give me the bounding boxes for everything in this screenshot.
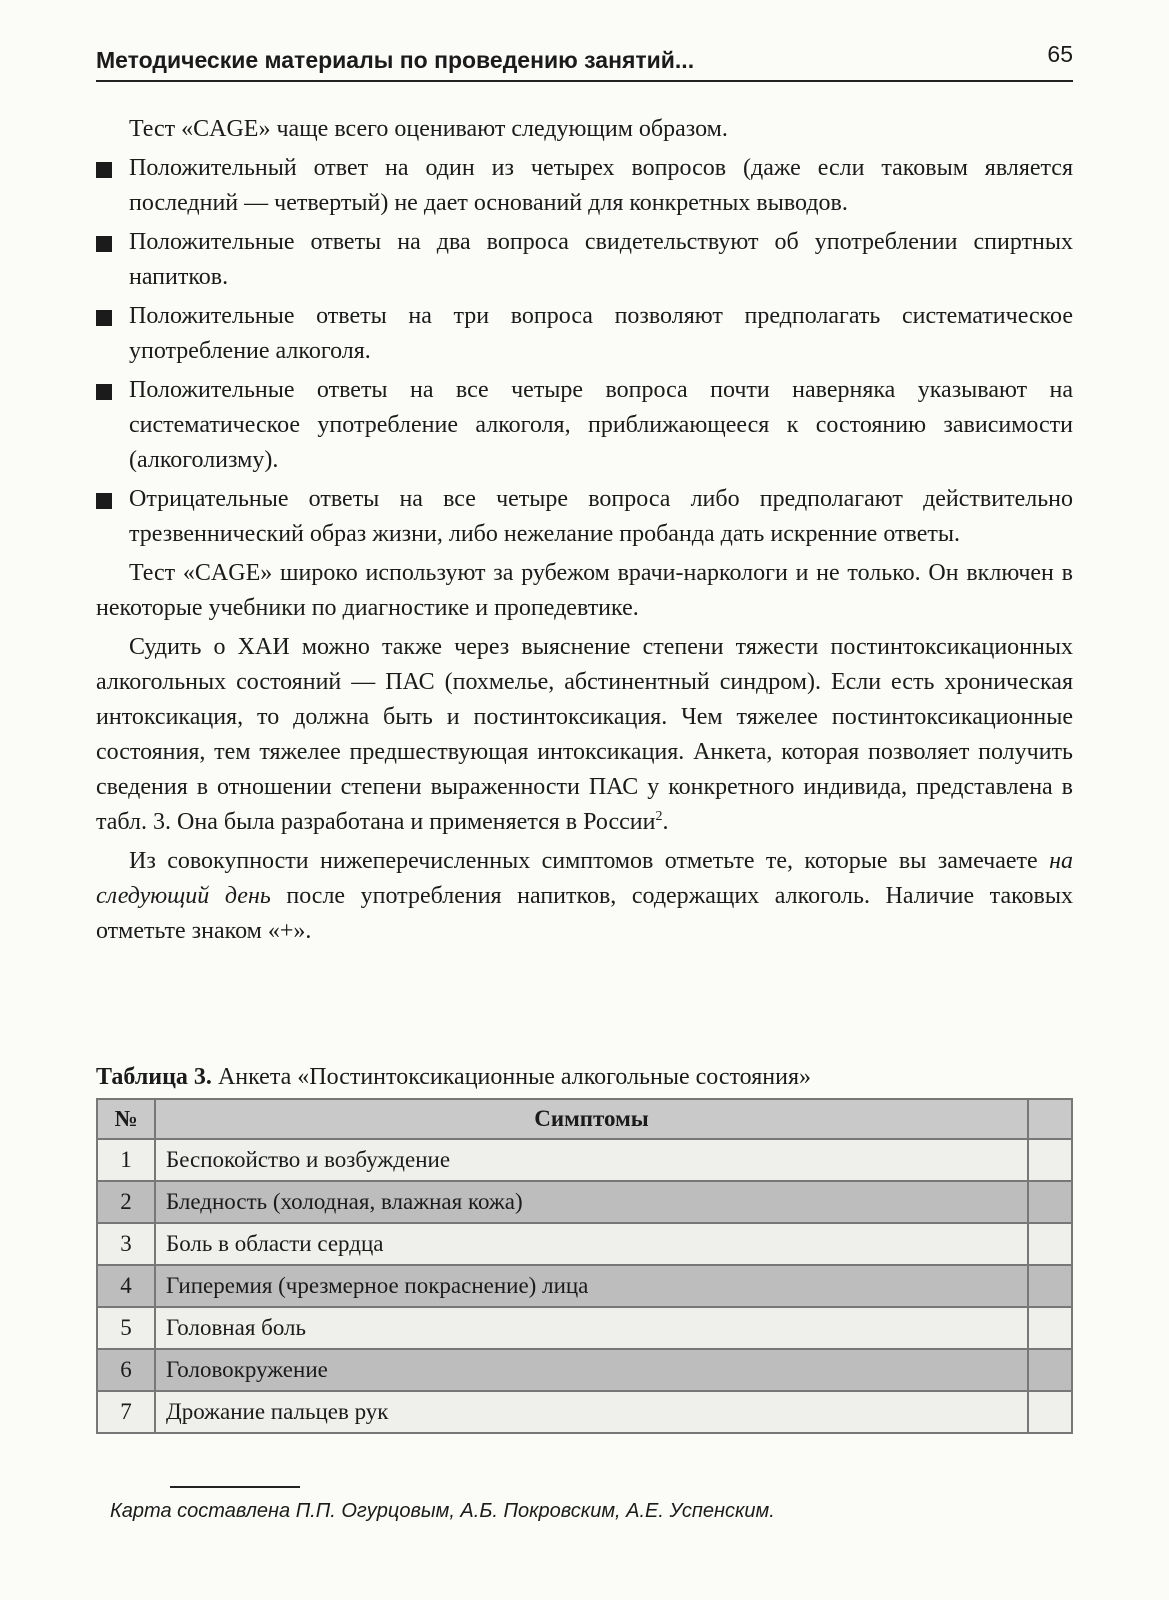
row-number: 6 xyxy=(97,1349,155,1391)
paragraph-pas xyxy=(96,630,1073,840)
table-row xyxy=(97,1139,1072,1181)
intro-paragraph: Тест «CAGE» чаще всего оценивают следующим образом. xyxy=(129,116,728,142)
row-mark-cell[interactable] xyxy=(1028,1349,1072,1391)
list-item xyxy=(96,151,1073,221)
row-symptom: Головная боль xyxy=(155,1307,1028,1349)
square-bullet-icon xyxy=(96,236,112,252)
list-item xyxy=(96,225,1073,295)
row-mark-cell[interactable] xyxy=(1028,1139,1072,1181)
row-mark-cell[interactable] xyxy=(1028,1223,1072,1265)
row-number: 7 xyxy=(97,1391,155,1433)
symptoms-table xyxy=(96,1098,1073,1434)
row-mark-cell[interactable] xyxy=(1028,1391,1072,1433)
table-caption xyxy=(96,1062,1073,1092)
list-item-text: Положительный ответ на один из четырех вопросов (даже если таковым является последний — четвертый) не дает оснований для конкретных выводов. xyxy=(129,155,1073,216)
row-mark-cell[interactable] xyxy=(1028,1265,1072,1307)
table-row xyxy=(97,1307,1072,1349)
table-row xyxy=(97,1391,1072,1433)
column-header-mark xyxy=(1028,1099,1072,1139)
list-item-text: Отрицательные ответы на все четыре вопроса либо предполагают действительно трезвеннический образ жизни, либо нежелание пробанда дать искренние ответы. xyxy=(129,486,1073,547)
table-row xyxy=(97,1181,1072,1223)
paragraph-pas-end: . xyxy=(662,809,669,835)
table-row xyxy=(97,1349,1072,1391)
row-symptom: Боль в области сердца xyxy=(155,1223,1028,1265)
table-caption-text: Анкета «Постинтоксикационные алкогольные состояния» xyxy=(211,1064,811,1090)
paragraph-pas-text: Судить о ХАИ можно также через выяснение степени тяжести постинтоксикационных алкогольных состояний — ПАС (похмелье, абстинентный синдром). Если есть хроническая интоксикация, то должна быть и постинтоксикация. Чем тяжелее постинтоксикационные состояния, тем тяжелее предшествующая интоксикация. Анкета, которая позволяет получить сведения в отношении степени выраженности ПАС у конкретного индивида, представлена в табл. 3. Она была разработана и применяется в России xyxy=(96,634,1073,835)
paragraph-instructions xyxy=(96,844,1073,949)
list-item xyxy=(96,373,1073,478)
list-item-text: Положительные ответы на три вопроса позволяют предполагать систематическое употребление алкоголя. xyxy=(129,303,1073,364)
running-title: Методические материалы по проведению занятий... xyxy=(96,47,695,73)
row-symptom: Бледность (холодная, влажная кожа) xyxy=(155,1181,1028,1223)
paragraph-cage-usage: Тест «CAGE» широко используют за рубежом врачи-наркологи и не только. Он включен в некоторые учебники по диагностике и пропедевтике. xyxy=(96,560,1073,621)
row-symptom: Беспокойство и возбуждение xyxy=(155,1139,1028,1181)
row-number: 5 xyxy=(97,1307,155,1349)
instructions-after: после употребления напитков, содержащих алкоголь. Наличие таковых отметьте знаком «+». xyxy=(96,883,1073,944)
page-header xyxy=(96,40,1073,82)
row-number: 4 xyxy=(97,1265,155,1307)
bullet-list xyxy=(96,151,1073,552)
square-bullet-icon xyxy=(96,384,112,400)
square-bullet-icon xyxy=(96,310,112,326)
instructions-before: Из совокупности нижеперечисленных симптомов отметьте те, которые вы замечаете xyxy=(129,848,1050,874)
row-symptom: Дрожание пальцев рук xyxy=(155,1391,1028,1433)
footnote-divider xyxy=(170,1486,300,1488)
footnote-mark: 2 xyxy=(655,809,663,824)
row-mark-cell[interactable] xyxy=(1028,1307,1072,1349)
row-mark-cell[interactable] xyxy=(1028,1181,1072,1223)
square-bullet-icon xyxy=(96,493,112,509)
row-number: 3 xyxy=(97,1223,155,1265)
row-symptom: Головокружение xyxy=(155,1349,1028,1391)
list-item-text: Положительные ответы на все четыре вопроса почти наверняка указывают на систематическое употребление алкоголя, приближающееся к состоянию зависимости (алкоголизму). xyxy=(129,377,1073,473)
table-row xyxy=(97,1223,1072,1265)
row-symptom: Гиперемия (чрезмерное покраснение) лица xyxy=(155,1265,1028,1307)
instructions-emphasis: на следующий день xyxy=(96,848,1073,909)
list-item-text: Положительные ответы на два вопроса свидетельствуют об употреблении спиртных напитков. xyxy=(129,229,1073,290)
row-number: 1 xyxy=(97,1139,155,1181)
table-row xyxy=(97,1265,1072,1307)
column-header-symptoms: Симптомы xyxy=(155,1099,1028,1139)
row-number: 2 xyxy=(97,1181,155,1223)
column-header-number: № xyxy=(97,1099,155,1139)
square-bullet-icon xyxy=(96,162,112,178)
table-caption-label: Таблица 3. xyxy=(96,1064,212,1090)
page-number: 65 xyxy=(1047,41,1073,67)
table-header-row xyxy=(97,1099,1072,1139)
list-item xyxy=(96,482,1073,552)
body-text xyxy=(96,112,1073,949)
list-item xyxy=(96,299,1073,369)
footnote: Карта составлена П.П. Огурцовым, А.Б. Покровским, А.Е. Успенским. xyxy=(110,1500,775,1522)
